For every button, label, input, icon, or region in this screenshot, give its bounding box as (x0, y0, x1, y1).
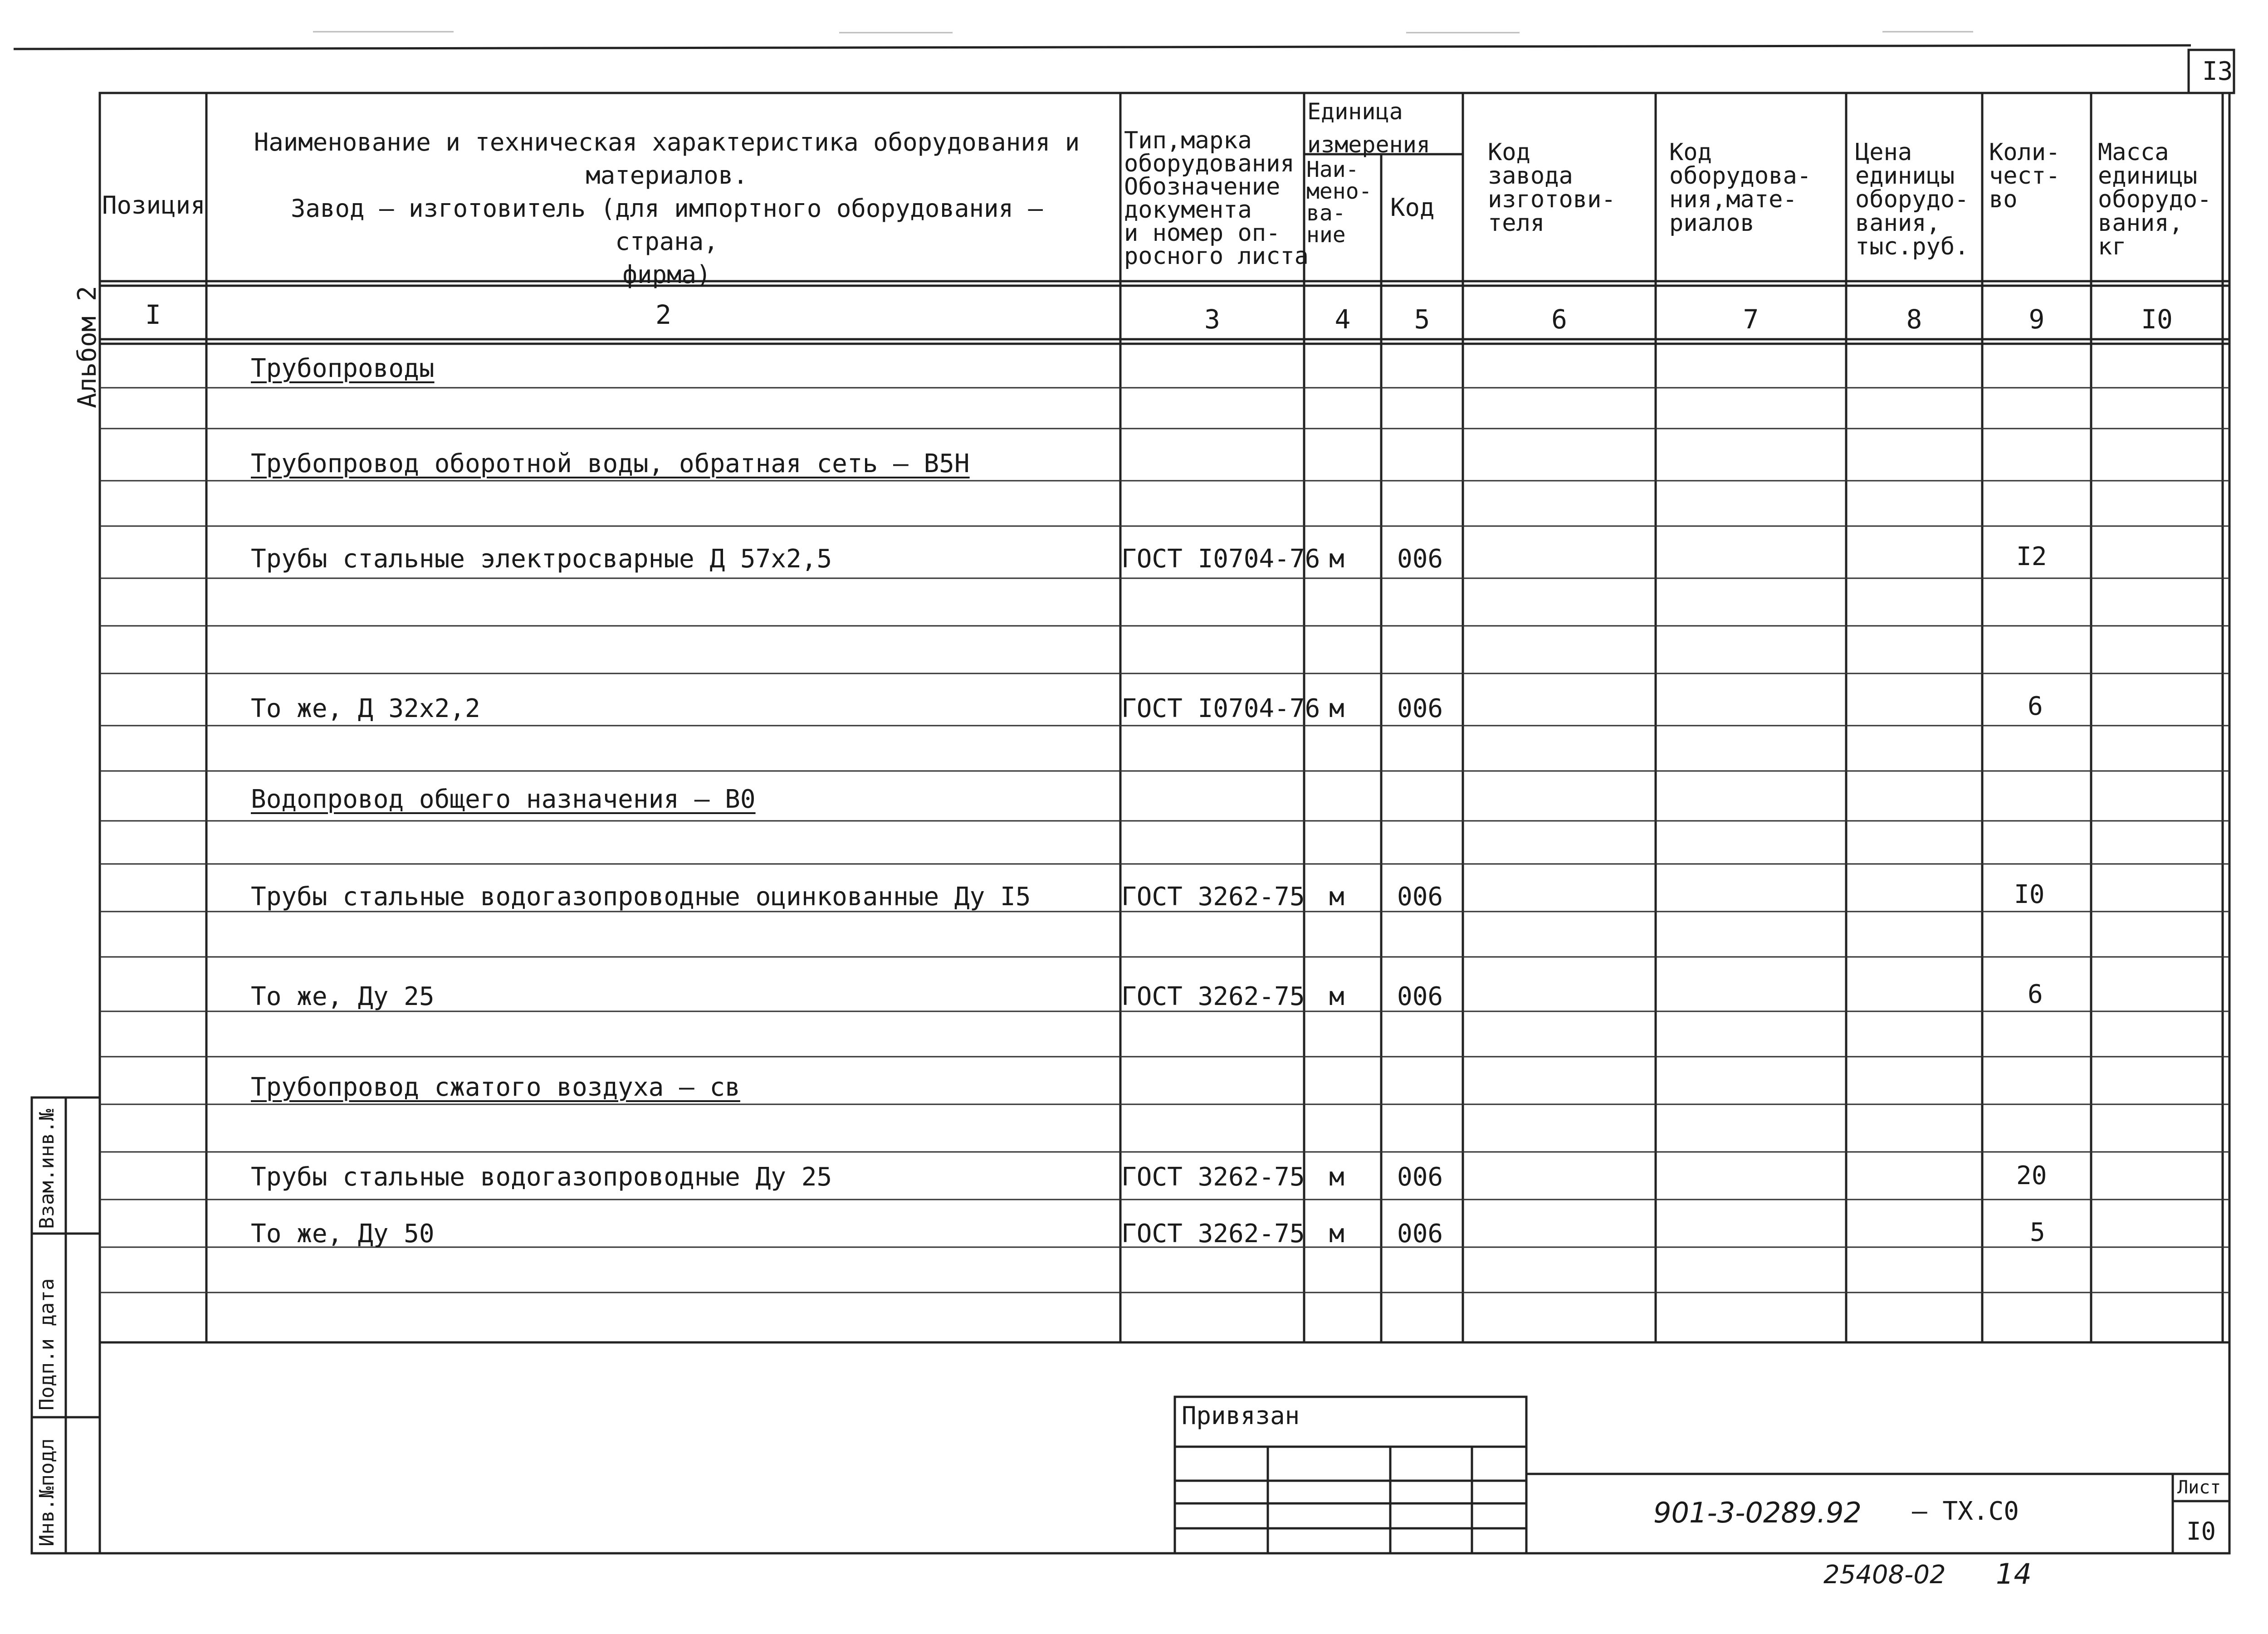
table-row-qty: I2 (2016, 542, 2047, 571)
table-row-doc: ГОСТ 3262-75 (1121, 882, 1305, 912)
stamp-doc-suffix: – ТХ.С0 (1912, 1497, 2019, 1526)
col-num-3: 3 (1204, 304, 1220, 335)
table-row-name: То же, Ду 50 (251, 1219, 435, 1249)
bottom-page: 14 (1996, 1557, 2032, 1590)
table-row-code: 006 (1397, 694, 1443, 723)
table-row-doc: ГОСТ I0704-76 (1121, 544, 1320, 574)
table-row-doc: ГОСТ 3262-75 (1121, 1162, 1305, 1192)
table-row-code: 006 (1397, 1219, 1443, 1249)
table-row-code: 006 (1397, 1162, 1443, 1192)
header-unit-name: Наи- мено- ва- ние (1306, 157, 1372, 248)
col-num-4: 4 (1334, 304, 1351, 335)
table-row-unit: м (1329, 882, 1344, 912)
col-num-8: 8 (1906, 304, 1922, 335)
section-title: Трубопровод оборотной воды, обратная сеть – В5Н (251, 449, 970, 478)
side-stamp-inventory: Инв.№подл (35, 1438, 59, 1546)
table-row-qty: 6 (2028, 980, 2043, 1009)
table-row-unit: м (1329, 1219, 1344, 1249)
table-row-name: То же, Д 32х2,2 (251, 694, 480, 723)
stamp-list-number: I0 (2186, 1517, 2216, 1546)
table-row-name: Трубы стальные водогазопроводные оцинкованные Ду I5 (251, 882, 1031, 912)
table-row-unit: м (1329, 694, 1344, 723)
table-row-unit: м (1329, 1162, 1344, 1192)
section-title: Водопровод общего назначения – В0 (251, 785, 756, 814)
header-mass: Масса единицы оборудо- вания, кг (2098, 139, 2212, 260)
table-row-code: 006 (1397, 544, 1443, 574)
header-quantity: Коли- чест- во (1989, 139, 2060, 213)
header-name: Наименование и техническая характеристика оборудования и материалов. Завод – изготовитель (для импортного оборудования – страна, фирма) (254, 128, 1080, 289)
col-num-7: 7 (1743, 304, 1759, 335)
header-type: Тип,марка оборудования Обозначение документа и номер оп- росного листа (1124, 127, 1309, 270)
header-equipment-code: Код оборудова- ния,мате- риалов (1669, 139, 1812, 237)
stamp-privyazan: Привязан (1182, 1401, 1300, 1430)
table-row-doc: ГОСТ 3262-75 (1121, 982, 1305, 1011)
table-row-doc: ГОСТ 3262-75 (1121, 1219, 1305, 1249)
table-row-code: 006 (1397, 882, 1443, 912)
col-num-10: I0 (2141, 304, 2173, 335)
stamp-doc-code: 901-3-0289.92 (1653, 1496, 1862, 1529)
table-row-name: Трубы стальные водогазопроводные Ду 25 (251, 1162, 832, 1192)
side-stamp-signature: Подп.и дата (35, 1278, 59, 1410)
section-title: Трубопроводы (251, 354, 435, 383)
header-position: Позиция (102, 191, 205, 219)
section-title: Трубопровод сжатого воздуха – св (251, 1073, 740, 1102)
table-row-code: 006 (1397, 982, 1443, 1011)
table-row-qty: I0 (2014, 880, 2045, 909)
col-num-2: 2 (655, 299, 671, 330)
stamp-list-label: Лист (2177, 1477, 2221, 1498)
col-num-5: 5 (1414, 304, 1430, 335)
table-row-qty: 20 (2016, 1161, 2047, 1190)
side-stamp-replace: Взам.инв.№ (35, 1109, 59, 1229)
sheet-number: I3 (2202, 57, 2233, 86)
table-row-qty: 6 (2028, 692, 2043, 721)
table-row-unit: м (1329, 544, 1344, 574)
table-row-unit: м (1329, 982, 1344, 1011)
table-row-name: То же, Ду 25 (251, 982, 435, 1011)
header-price: Цена единицы оборудо- вания, тыс.руб. (1855, 139, 1969, 260)
table-row-qty: 5 (2030, 1218, 2045, 1247)
header-unit-group: Единица измерения (1307, 98, 1430, 158)
header-unit-code: Код (1390, 193, 1435, 222)
table-row-name: Трубы стальные электросварные Д 57х2,5 (251, 544, 832, 574)
header-maker-code: Код завода изготови- теля (1488, 139, 1616, 237)
col-num-1: I (145, 299, 161, 330)
col-num-6: 6 (1551, 304, 1567, 335)
col-num-9: 9 (2028, 304, 2045, 335)
album-label: Альбом 2 (73, 286, 102, 408)
bottom-number: 25408-02 (1823, 1560, 1946, 1590)
table-row-doc: ГОСТ I0704-76 (1121, 694, 1320, 723)
